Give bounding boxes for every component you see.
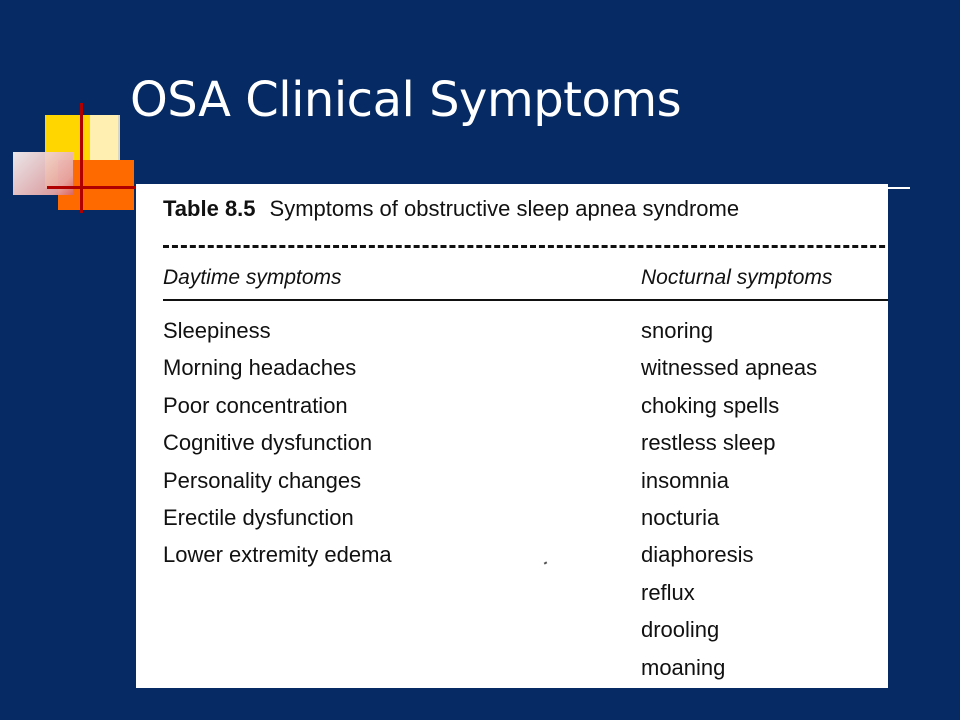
daytime-symptom: Lower extremity edema <box>163 542 392 568</box>
decorative-vertical-line <box>80 103 83 213</box>
slide-title: OSA Clinical Symptoms <box>130 72 682 128</box>
nocturnal-symptom: restless sleep <box>641 430 776 456</box>
table-header-rule <box>163 299 888 301</box>
title-divider <box>888 187 910 189</box>
nocturnal-symptom: choking spells <box>641 392 780 418</box>
daytime-column-header: Daytime symptoms <box>163 266 342 289</box>
decorative-cream-square <box>90 115 120 160</box>
nocturnal-symptom: drooling <box>641 617 720 643</box>
daytime-symptom: Personality changes <box>163 467 362 493</box>
nocturnal-symptom: diaphoresis <box>641 542 754 568</box>
table-caption-number: Table 8.5 <box>163 196 256 221</box>
table-image-panel <box>136 184 888 688</box>
nocturnal-symptom: moaning <box>641 654 726 680</box>
nocturnal-symptoms-list <box>641 317 817 688</box>
daytime-symptom: Sleepiness <box>163 318 271 343</box>
decorative-horizontal-line <box>47 186 137 189</box>
nocturnal-symptom: reflux <box>641 579 695 605</box>
nocturnal-symptom: snoring <box>641 318 714 343</box>
daytime-symptom: Erectile dysfunction <box>163 504 354 530</box>
table-caption-text: Symptoms of obstructive sleep apnea syndrome <box>269 196 740 221</box>
table-top-rule <box>163 245 888 249</box>
table-caption <box>163 196 739 222</box>
nocturnal-column-header: Nocturnal symptoms <box>641 266 833 289</box>
daytime-symptom: Morning headaches <box>163 355 357 381</box>
nocturnal-symptom: insomnia <box>641 467 730 493</box>
nocturnal-symptom: nocturia <box>641 504 720 530</box>
daytime-symptom: Cognitive dysfunction <box>163 430 373 456</box>
nocturnal-symptom: witnessed apneas <box>641 355 818 381</box>
daytime-symptoms-list <box>163 317 392 579</box>
scan-speck <box>544 561 548 564</box>
daytime-symptom: Poor concentration <box>163 392 348 418</box>
